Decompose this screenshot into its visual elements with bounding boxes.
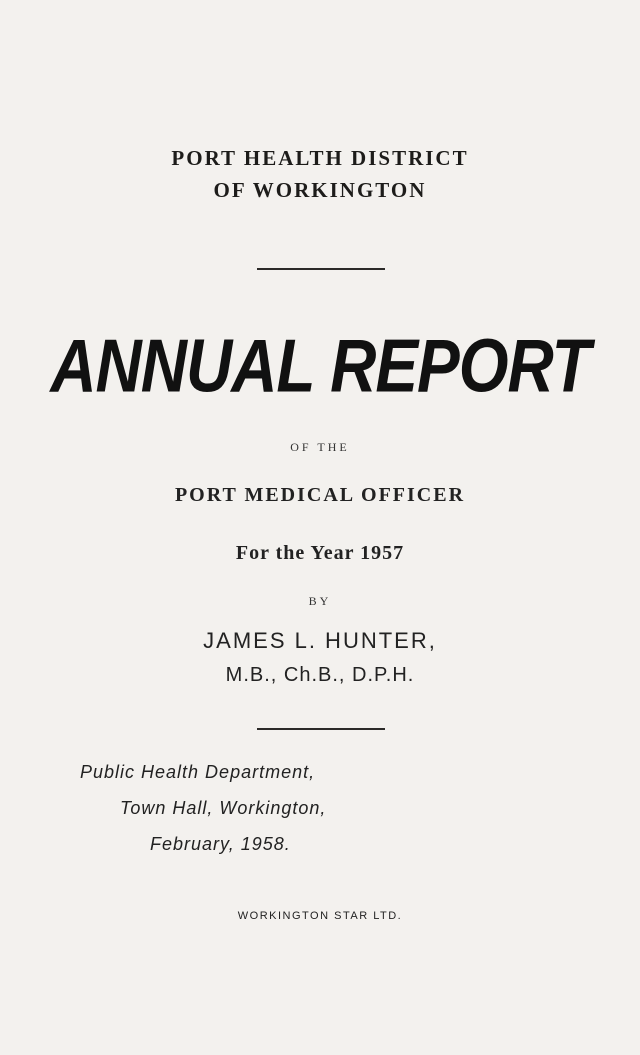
of-the-label: OF THE [290,440,350,454]
report-year: For the Year 1957 [235,542,405,564]
author-name: JAMES L. HUNTER, [203,628,437,653]
by-label: BY [308,594,332,608]
district-title-line-1: PORT HEALTH DISTRICT [171,146,469,170]
author-qualifications: M.B., Ch.B., D.P.H. [225,664,415,686]
address-line-1: Public Health Department, [80,762,316,782]
annual-report-heading: ANNUAL REPORT [50,323,590,409]
top-divider [257,268,385,270]
address-line-2: Town Hall, Workington, [120,798,327,818]
address-date: February, 1958. [150,834,291,854]
printer-imprint: WORKINGTON STAR LTD. [237,910,403,922]
officer-title: PORT MEDICAL OFFICER [174,484,466,506]
district-title-line-2: OF WORKINGTON [213,178,427,202]
bottom-divider [257,728,385,730]
